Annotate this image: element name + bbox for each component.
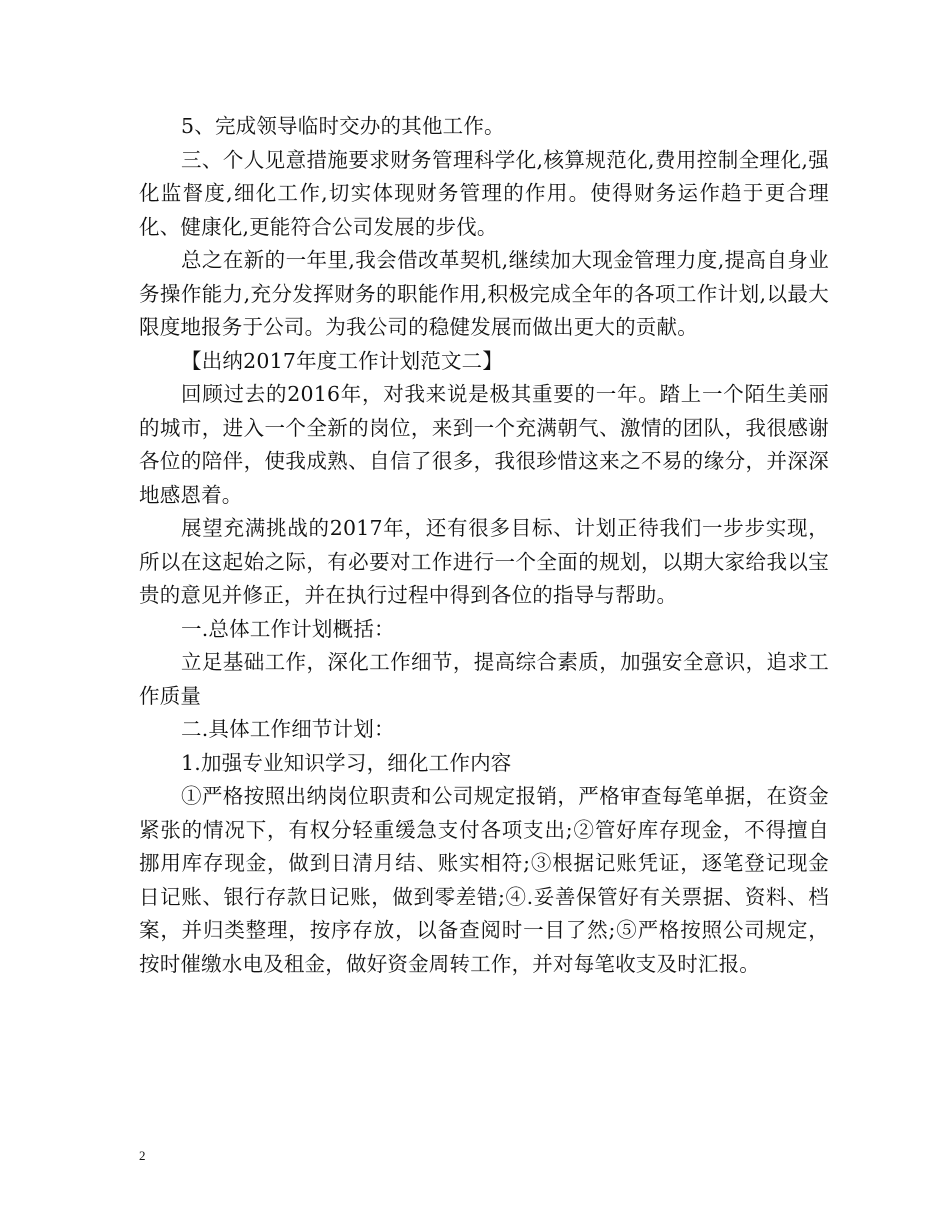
page-number: 2 — [139, 1148, 146, 1163]
paragraph-outlook-2017: 展望充满挑战的2017年，还有很多目标、计划正待我们一步步实现，所以在这起始之际，有必要对工作进行一个全面的规划，以期大家给我以宝贵的意见并修正，并在执行过程中得到各位的指导与帮助。 — [139, 516, 829, 607]
heading-overall-plan: 一.总体工作计划概括： — [181, 616, 395, 641]
paragraph-overall-plan: 立足基础工作，深化工作细节，提高综合素质，加强安全意识，追求工作质量 — [139, 650, 829, 708]
heading-detailed-plan: 二.具体工作细节计划： — [181, 717, 395, 741]
paragraph-detailed-duties: ①严格按照出纳岗位职责和公司规定报销，严格审查每笔单据，在资金紧张的情况下，有权分轻重缓急支付各项支出;②管好库存现金，不得擅自挪用库存现金，做到日清月结、账实相符;③根据记账凭证，逐笔登记现金日记账、银行存款日记账，做到零差错;④.妥善保管好有关票据、资料、档案，并归类整理，按序存放，以备查阅时一目了然;⑤严格按照公司规定，按时催缴水电及租金，做好资金周转工作，并对每笔收支及时汇报。 — [139, 784, 829, 976]
paragraph-task-5: 5、完成领导临时交办的其他工作。 — [181, 114, 505, 138]
paragraph-conclusion: 总之在新的一年里,我会借改革契机,继续加大现金管理力度,提高自身业务操作能力,充分发挥财务的职能作用,积极完成全年的各项工作计划,以最大限度地报务于公司。为我公司的稳健发展而做出更大的贡献。 — [139, 248, 829, 339]
section-heading-sample-two: 【出纳2017年度工作计划范文二】 — [181, 348, 504, 373]
heading-professional-study: 1.加强专业知识学习，细化工作内容 — [181, 750, 512, 775]
paragraph-personal-suggestions: 三、个人见意措施要求财务管理科学化,核算规范化,费用控制全理化,强化监督度,细化工作,切实体现财务管理的作用。使得财务运作趋于更合理化、健康化,更能符合公司发展的步伐。 — [139, 147, 829, 239]
paragraph-review-2016: 回顾过去的2016年，对我来说是极其重要的一年。踏上一个陌生美丽的城市，进入一个全新的岗位，来到一个充满朝气、激情的团队，我很感谢各位的陪伴，使我成熟、自信了很多，我很珍惜这来之不易的缘分，并深深地感恩着。 — [139, 382, 829, 507]
document-body — [139, 110, 829, 981]
